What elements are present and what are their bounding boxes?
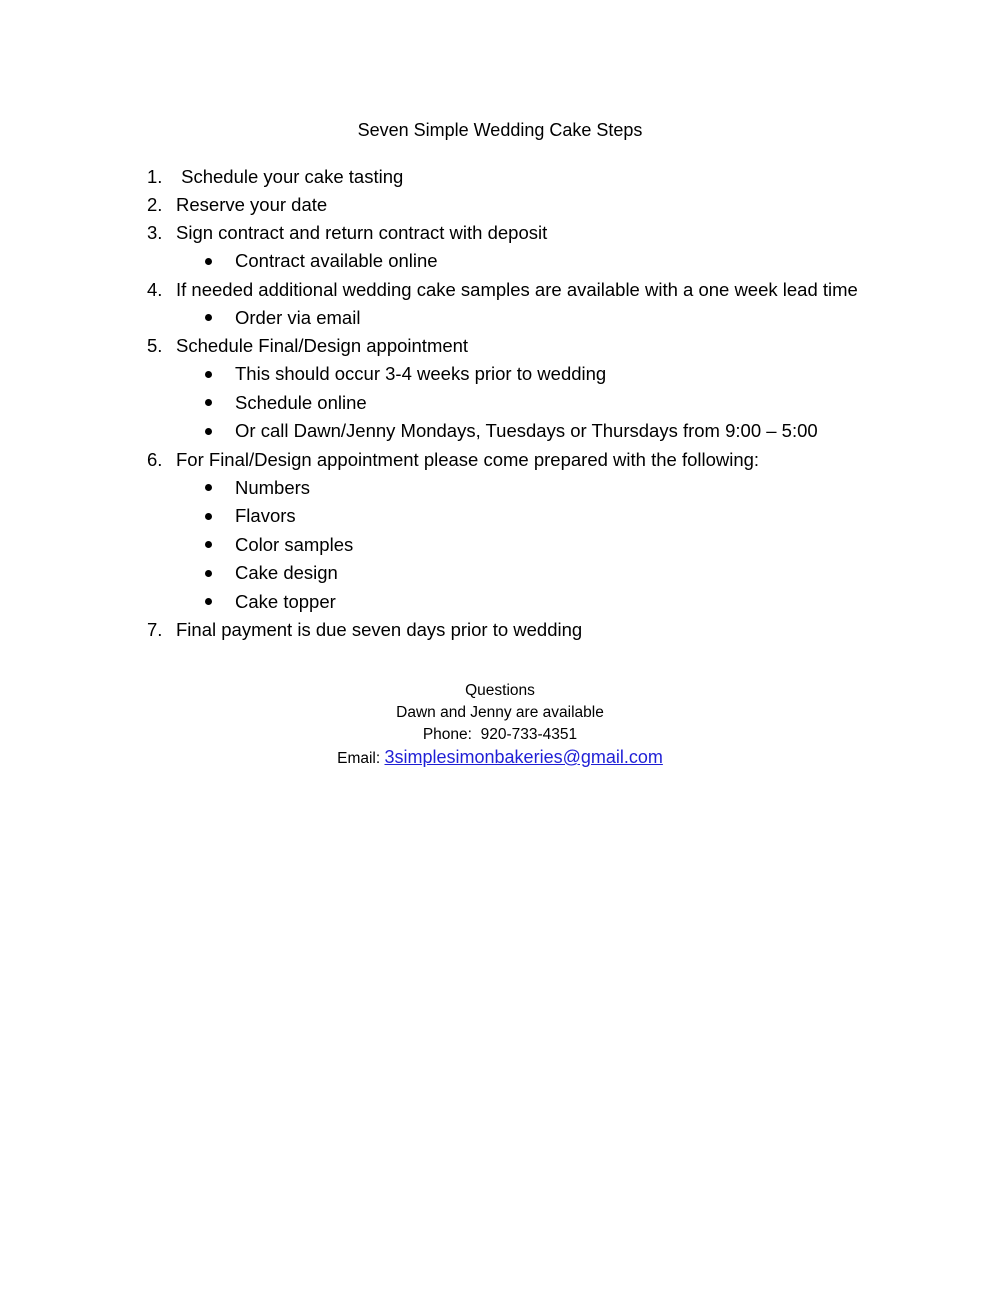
bullet-icon bbox=[205, 258, 212, 265]
sub-item-text: Contract available online bbox=[235, 250, 438, 272]
sub-item bbox=[147, 389, 947, 418]
phone-number: 920-733-4351 bbox=[480, 726, 578, 743]
step-number: 6. bbox=[147, 448, 163, 470]
steps-list bbox=[147, 163, 947, 644]
contact-phone-line bbox=[0, 724, 1000, 746]
step-text: Final payment is due seven days prior to wedding bbox=[176, 619, 583, 640]
sub-item-text: Flavors bbox=[235, 505, 296, 527]
sub-item-text: Numbers bbox=[235, 476, 311, 498]
bullet-icon bbox=[205, 484, 212, 491]
step-number: 5. bbox=[147, 335, 163, 356]
step-row bbox=[147, 276, 947, 304]
sub-item bbox=[147, 588, 947, 617]
step-item bbox=[147, 446, 947, 617]
sub-item-text: Color samples bbox=[235, 533, 354, 555]
bullet-icon bbox=[205, 570, 212, 577]
sub-list bbox=[147, 247, 947, 276]
step-item bbox=[147, 332, 947, 446]
step-row bbox=[147, 163, 947, 191]
contact-heading: Questions bbox=[465, 682, 535, 699]
sub-item bbox=[147, 531, 947, 560]
contact-availability: Dawn and Jenny are available bbox=[396, 704, 604, 721]
bullet-icon bbox=[205, 598, 212, 605]
step-number: 7. bbox=[147, 619, 163, 640]
sub-item bbox=[147, 559, 947, 588]
sub-item bbox=[147, 360, 947, 389]
step-text: If needed additional wedding cake samples are available with a one week lead time bbox=[176, 278, 858, 300]
sub-list bbox=[147, 360, 947, 446]
sub-item-text: Order via email bbox=[235, 306, 361, 328]
sub-item-text: Schedule online bbox=[235, 391, 367, 413]
step-row bbox=[147, 616, 947, 644]
email-link[interactable]: 3simplesimonbakeries@gmail.com bbox=[384, 747, 663, 767]
sub-item bbox=[147, 417, 947, 446]
bullet-icon bbox=[205, 513, 212, 520]
sub-item-text: Cake design bbox=[235, 562, 338, 584]
step-item bbox=[147, 163, 947, 191]
sub-item bbox=[147, 304, 947, 333]
step-item bbox=[147, 276, 947, 333]
bullet-icon bbox=[205, 428, 212, 435]
step-text: Schedule your cake tasting bbox=[176, 166, 404, 187]
sub-item bbox=[147, 474, 947, 503]
step-item bbox=[147, 191, 947, 219]
step-number: 3. bbox=[147, 222, 163, 243]
document-title: Seven Simple Wedding Cake Steps bbox=[357, 120, 643, 140]
step-text: Schedule Final/Design appointment bbox=[176, 335, 469, 356]
step-row bbox=[147, 446, 947, 474]
step-text: Reserve your date bbox=[176, 194, 328, 215]
sub-item bbox=[147, 502, 947, 531]
bullet-icon bbox=[205, 314, 212, 321]
sub-item-text: Or call Dawn/Jenny Mondays, Tuesdays or Thursdays from 9:00 – 5:00 bbox=[235, 420, 818, 442]
bullet-icon bbox=[205, 399, 212, 406]
step-number: 1. bbox=[147, 166, 163, 187]
contact-block bbox=[0, 680, 1000, 770]
sub-list bbox=[147, 474, 947, 617]
step-row bbox=[147, 219, 947, 247]
step-number: 4. bbox=[147, 278, 163, 300]
phone-label: Phone: bbox=[422, 726, 472, 743]
contact-email-line bbox=[0, 746, 1000, 770]
step-item bbox=[147, 219, 947, 276]
sub-list bbox=[147, 304, 947, 333]
step-item bbox=[147, 616, 947, 644]
step-row bbox=[147, 332, 947, 360]
bullet-icon bbox=[205, 541, 212, 548]
step-row bbox=[147, 191, 947, 219]
step-text: For Final/Design appointment please come prepared with the following: bbox=[176, 448, 760, 470]
bullet-icon bbox=[205, 371, 212, 378]
step-text: Sign contract and return contract with deposit bbox=[176, 222, 548, 243]
sub-item bbox=[147, 247, 947, 276]
email-label: Email: bbox=[337, 750, 381, 767]
sub-item-text: Cake topper bbox=[235, 590, 336, 612]
sub-item-text: This should occur 3-4 weeks prior to wedding bbox=[235, 363, 607, 385]
step-number: 2. bbox=[147, 194, 163, 215]
